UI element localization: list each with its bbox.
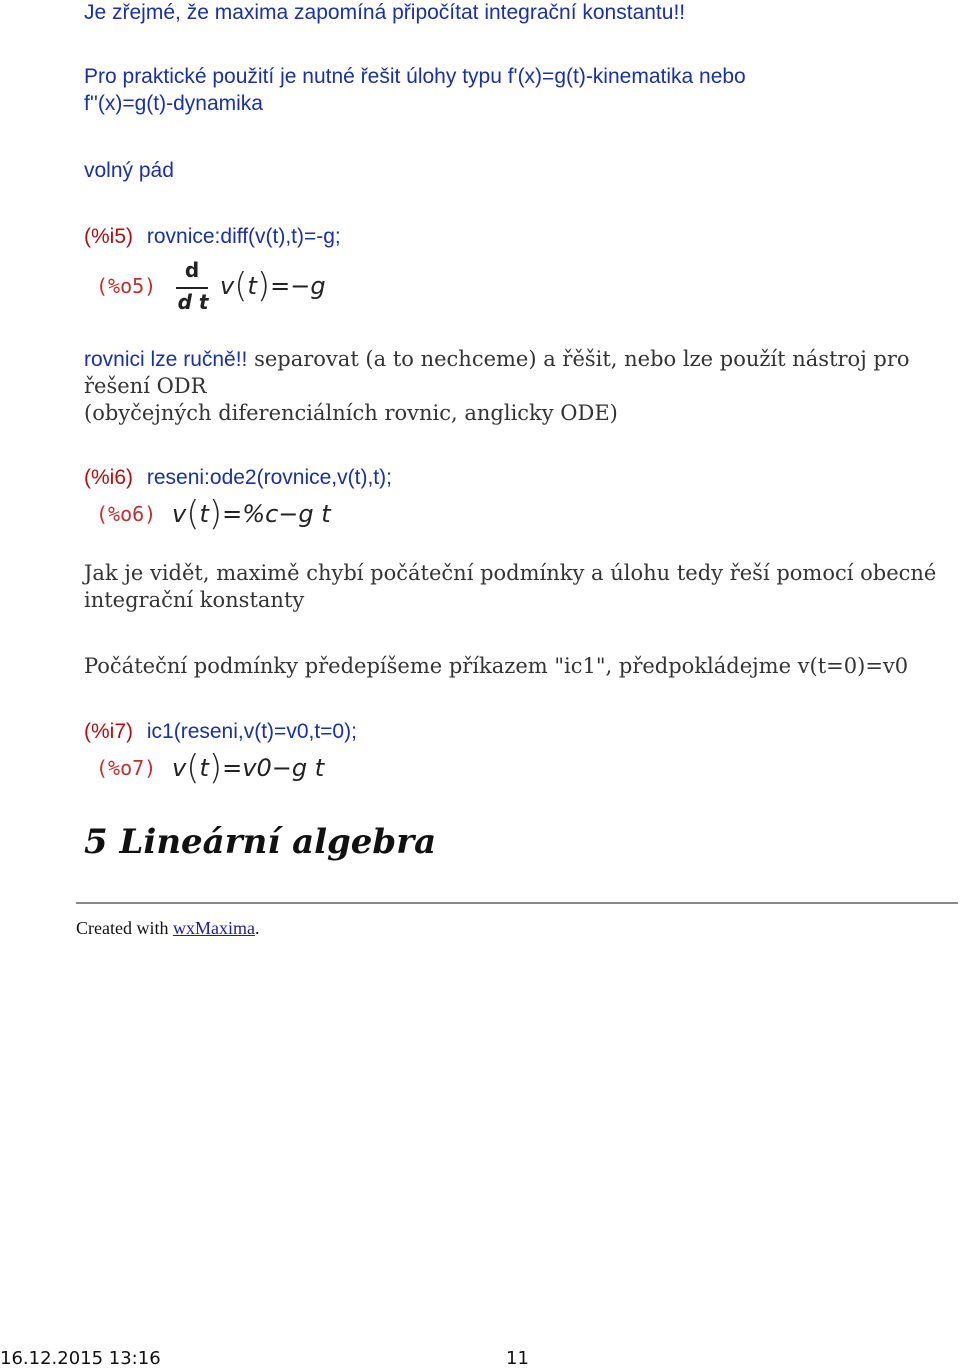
input-code: rovnice:diff(v(t),t)=-g;	[146, 225, 341, 248]
function-name: v	[172, 754, 187, 782]
function-arg: t	[247, 272, 257, 300]
function-arg: t	[199, 500, 209, 528]
text-line-odr: řešení ODR	[84, 374, 207, 398]
text-line-practical-use: Pro praktické použití je nutné řešit úlohy typu f'(x)=g(t)-kinematika nebo	[84, 65, 746, 88]
input-label: (%i5)	[84, 225, 134, 248]
expression-rhs: =v0−g t	[222, 754, 325, 782]
credit-line	[76, 918, 259, 939]
output-label: (%o5)	[96, 274, 157, 298]
footer-date: 16.12.2015 13:16	[0, 1348, 161, 1369]
function-name: v	[172, 500, 187, 528]
input-code: reseni:ode2(rovnice,v(t),t);	[146, 466, 392, 489]
expression-rhs: =−g	[270, 272, 326, 300]
text-line-dynamics: f''(x)=g(t)-dynamika	[84, 92, 263, 115]
function-name: v	[220, 272, 235, 300]
math-expression: v(t)=v0−g t	[172, 748, 325, 788]
horizontal-divider	[76, 902, 958, 904]
math-expression: v(t)=%c−g t	[172, 494, 331, 534]
text-line-missing-conditions: Jak je vidět, maximě chybí počáteční podmínky a úlohu tedy řeší pomocí obecné	[84, 561, 937, 585]
wxmaxima-link[interactable]: wxMaxima	[172, 918, 255, 938]
input-cell-i7	[84, 719, 357, 745]
input-cell-i5	[84, 224, 341, 250]
credit-prefix: Created with	[76, 918, 173, 938]
text-line-constant-note: Je zřejmé, že maxima zapomíná připočítat integrační konstantu!!	[84, 1, 686, 24]
expression-rhs: =%c−g t	[222, 500, 331, 528]
input-code: ic1(reseni,v(t)=v0,t=0);	[146, 720, 357, 743]
text-line-manual	[84, 346, 910, 373]
fraction-denominator: d t	[177, 290, 209, 314]
math-expression: v(t)=−g	[220, 266, 326, 306]
credit-suffix: .	[254, 918, 260, 938]
fraction-numerator: d	[184, 258, 200, 282]
text-line-integration-constants: integrační konstanty	[84, 588, 305, 612]
section-heading: 5 Lineární algebra	[84, 822, 437, 862]
text-segment-separate: separovat (a to nechceme) a řěšit, nebo lze použít nástroj pro	[247, 347, 910, 371]
output-label: (%o7)	[96, 756, 157, 780]
text-line-initial-conditions: Počáteční podmínky předepíšeme příkazem "ic1", předpokládejme v(t=0)=v0	[84, 654, 909, 678]
text-line-free-fall: volný pád	[84, 159, 174, 182]
function-arg: t	[199, 754, 209, 782]
text-line-ode: (obyčejných diferenciálních rovnic, anglicky ODE)	[84, 401, 618, 425]
input-cell-i6	[84, 465, 392, 491]
output-label: (%o6)	[96, 502, 157, 526]
input-label: (%i7)	[84, 720, 134, 743]
text-segment-manual: rovnici lze ručně!!	[84, 348, 248, 371]
fraction-bar	[176, 287, 208, 289]
footer-page-number: 11	[506, 1348, 529, 1369]
input-label: (%i6)	[84, 466, 134, 489]
